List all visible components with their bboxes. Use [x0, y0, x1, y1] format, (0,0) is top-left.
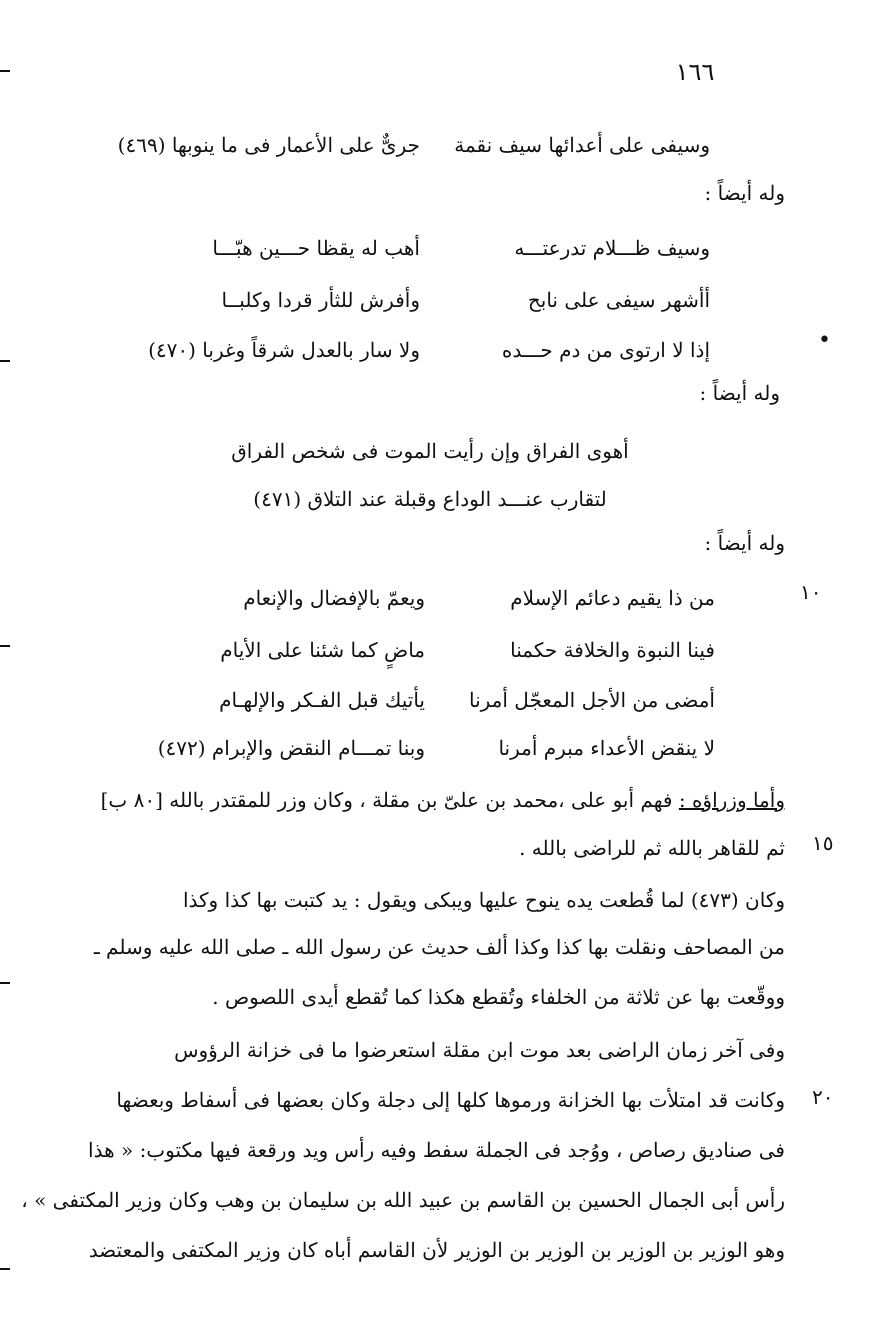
prose-line: وهو الوزير بن الوزير بن الوزير بن الوزير لأن القاسم أباه كان وزير المكتفى والمعتضد [88, 1238, 785, 1262]
line-number: ٢٠ [812, 1085, 834, 1109]
verse-line [170, 233, 710, 263]
verse-line [175, 685, 715, 715]
line-number: ١٥ [812, 831, 834, 855]
prose-line: وكان (٤٧٣) لما قُطعت يده ينوح عليها ويبكى ويقول : يد كتبت بها كذا وكذا [182, 888, 785, 912]
verse-first-hemistich: أأشهر سيفى على نابح [527, 288, 710, 312]
verse-first-hemistich: أمضى من الأجل المعجّل أمرنا [468, 688, 715, 712]
prose-line: وفى آخر زمان الراضى بعد موت ابن مقلة استعرضوا ما فى خزانة الرؤوس [174, 1038, 785, 1062]
intro-line: وله أيضاً : [704, 181, 785, 205]
prose-line: وكانت قد امتلأت بها الخزانة ورموها كلها إلى دجلة وكان بعضها فى أسفاط وبعضها [116, 1088, 785, 1112]
verse-line [130, 733, 715, 763]
verse-second-hemistich: يأتيك قبل الفـكر والإلهـام [219, 688, 425, 712]
prose-line: رأس أبى الجمال الحسين بن القاسم بن عبيد الله بن سليمان بن وهب وكان وزير المكتفى » ، [21, 1188, 785, 1212]
verse-line [175, 583, 715, 613]
verse-line [170, 285, 710, 315]
verse-second-hemistich: وبنا تمـــام النقض والإبرام (٤٧٢) [157, 736, 425, 760]
edge-mark [0, 645, 10, 647]
centered-verse: أهوى الفراق وإن رأيت الموت فى شخص الفراق [231, 439, 629, 463]
prose-line: ثم للقاهر بالله ثم للراضى بالله . [519, 836, 785, 860]
edge-mark [0, 982, 10, 984]
centered-verse: لتقارب عنـــد الوداع وقبلة عند التلاق (٤٧١) [253, 487, 607, 511]
prose-line [100, 785, 785, 815]
intro-line: وله أيضاً : [699, 381, 780, 405]
verse-line [125, 335, 710, 365]
edge-mark [0, 360, 10, 362]
verse-second-hemistich: ويعمّ بالإفضال والإنعام [243, 586, 425, 610]
verse-second-hemistich: وأفرش للثأر قردا وكلبــا [221, 288, 420, 312]
page-number: ١٦٦ [675, 58, 715, 86]
verse-first-hemistich: لا ينقض الأعداء مبرم أمرنا [498, 736, 715, 760]
margin-dot: • [818, 328, 831, 353]
verse-line [110, 130, 710, 160]
verse-first-hemistich: إذا لا ارتوى من دم حـــده [501, 338, 710, 362]
verse-line [175, 635, 715, 665]
prose-line: ووقّعت بها عن ثلاثة من الخلفاء وتُقطع هكذا كما تُقطع أيدى اللصوص . [212, 985, 785, 1009]
verse-second-hemistich: ماضٍ كما شئنا على الأيام [220, 638, 425, 662]
verse-second-hemistich: ولا سار بالعدل شرقاً وغربا (٤٧٠) [148, 338, 420, 362]
verse-first-hemistich: من ذا يقيم دعائم الإسلام [510, 586, 715, 610]
prose-line: فى صناديق رصاص ، ووُجد فى الجملة سفط وفيه رأس ويد ورقعة فيها مكتوب: « هذا [88, 1138, 785, 1162]
verse-first-hemistich: وسيف ظـــلام تدرعتـــه [514, 236, 710, 260]
verse-second-hemistich: جرىٌّ على الأعمار فى ما ينوبها (٤٦٩) [117, 133, 420, 157]
verse-first-hemistich: فينا النبوة والخلافة حكمنا [510, 638, 715, 662]
prose-line: من المصاحف ونقلت بها كذا وكذا ألف حديث عن رسول الله ـ صلى الله عليه وسلم ـ [93, 935, 785, 959]
intro-line: وله أيضاً : [704, 531, 785, 555]
underlined-phrase: وأما وزراؤه : [678, 788, 785, 812]
verse-second-hemistich: أهب له يقظا حـــين هبّـــا [212, 236, 420, 260]
prose-text: فهم أبو على ،محمد بن علىّ بن مقلة ، وكان وزر للمقتدر بالله [٨٠ ب] [100, 788, 679, 812]
verse-first-hemistich: وسيفى على أعدائها سيف نقمة [454, 133, 710, 157]
edge-mark [0, 1268, 10, 1270]
line-number: ١٠ [800, 580, 822, 604]
edge-mark [0, 70, 10, 72]
